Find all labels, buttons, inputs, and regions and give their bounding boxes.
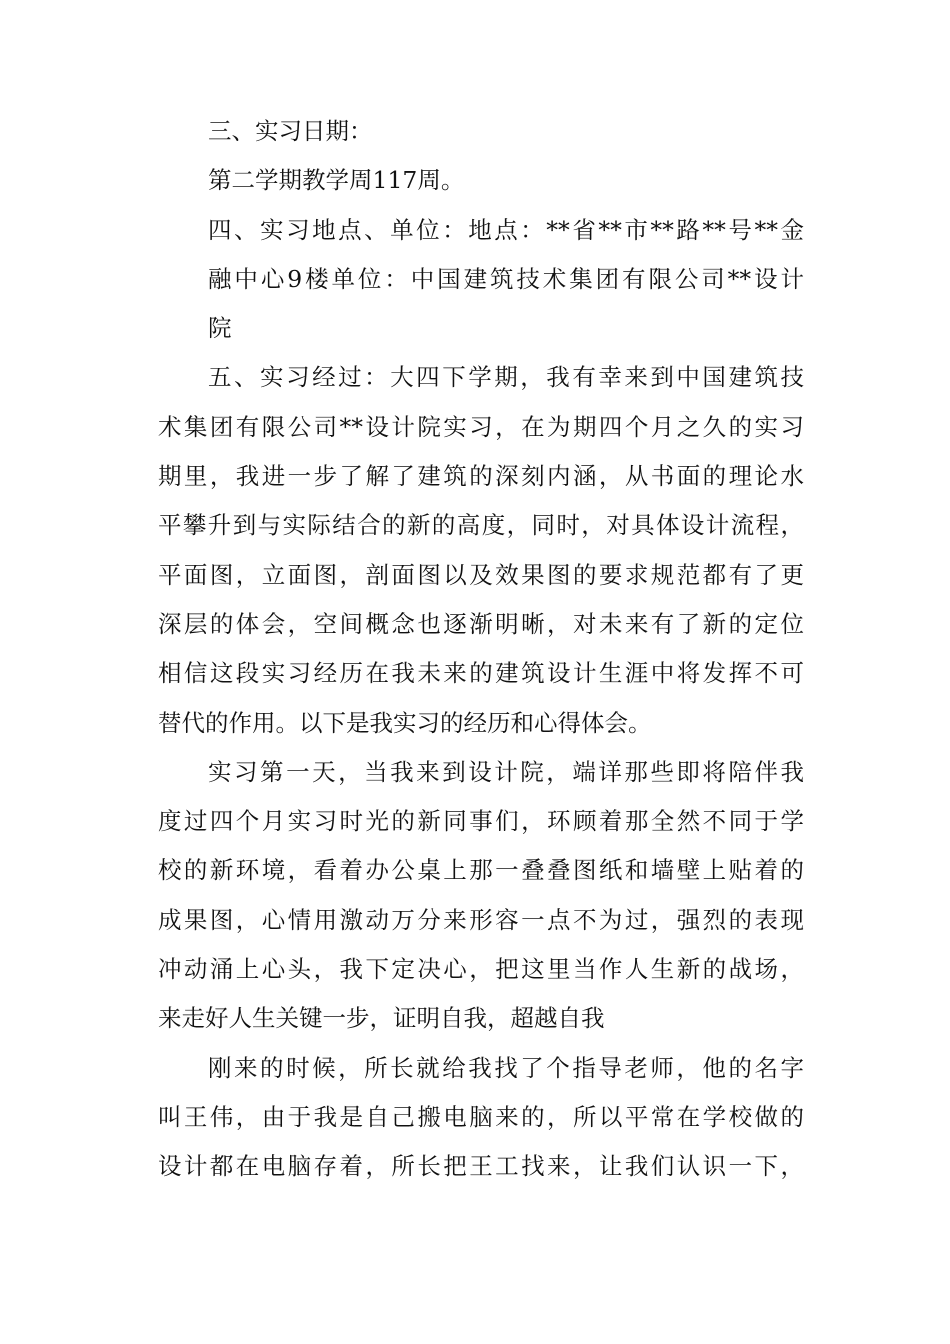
section-4-line: 四、实习地点、单位：地点：**省**市**路**号**金 (208, 215, 804, 244)
paragraph-line: 实习第一天，当我来到设计院，端详那些即将陪伴我 (208, 757, 804, 786)
paragraph-line: 度过四个月实习时光的新同事们，环顾着那全然不同于学 (158, 807, 804, 836)
paragraph-line: 设计都在电脑存着，所长把王工找来，让我们认识一下， (158, 1152, 804, 1181)
section-4-line: 融中心9楼单位：中国建筑技术集团有限公司**设计 (208, 264, 804, 293)
paragraph-line: 成果图，心情用激动万分来形容一点不为过，强烈的表现 (158, 905, 804, 934)
section-5-line: 替代的作用。以下是我实习的经历和心得体会。 (158, 708, 652, 737)
paragraph-line: 叫王伟，由于我是自己搬电脑来的，所以平常在学校做的 (158, 1102, 804, 1131)
section-5-line: 术集团有限公司**设计院实习，在为期四个月之久的实习 (158, 412, 804, 441)
paragraph-line: 冲动涌上心头，我下定决心，把这里当作人生新的战场， (158, 955, 804, 984)
section-3-heading: 三、实习日期： (208, 117, 373, 145)
section-5-line: 相信这段实习经历在我未来的建筑设计生涯中将发挥不可 (158, 659, 804, 688)
paragraph-line: 刚来的时候，所长就给我找了个指导老师，他的名字 (208, 1053, 804, 1082)
section-5-line: 平面图，立面图，剖面图以及效果图的要求规范都有了更 (158, 560, 804, 589)
paragraph-line: 校的新环境，看着办公桌上那一叠叠图纸和墙壁上贴着的 (158, 856, 804, 885)
document-body (158, 107, 804, 1192)
section-5-line: 期里，我进一步了解了建筑的深刻内涵，从书面的理论水 (158, 462, 804, 491)
section-5-line: 五、实习经过：大四下学期，我有幸来到中国建筑技 (208, 363, 804, 392)
section-4-line: 院 (208, 314, 232, 343)
section-3-content: 第二学期教学周117周。 (208, 166, 465, 195)
section-5-line: 深层的体会，空间概念也逐渐明晰，对未来有了新的定位 (158, 609, 804, 638)
paragraph-line: 来走好人生关键一步，证明自我，超越自我 (158, 1004, 605, 1033)
section-5-line: 平攀升到与实际结合的新的高度，同时，对具体设计流程， (158, 511, 804, 540)
